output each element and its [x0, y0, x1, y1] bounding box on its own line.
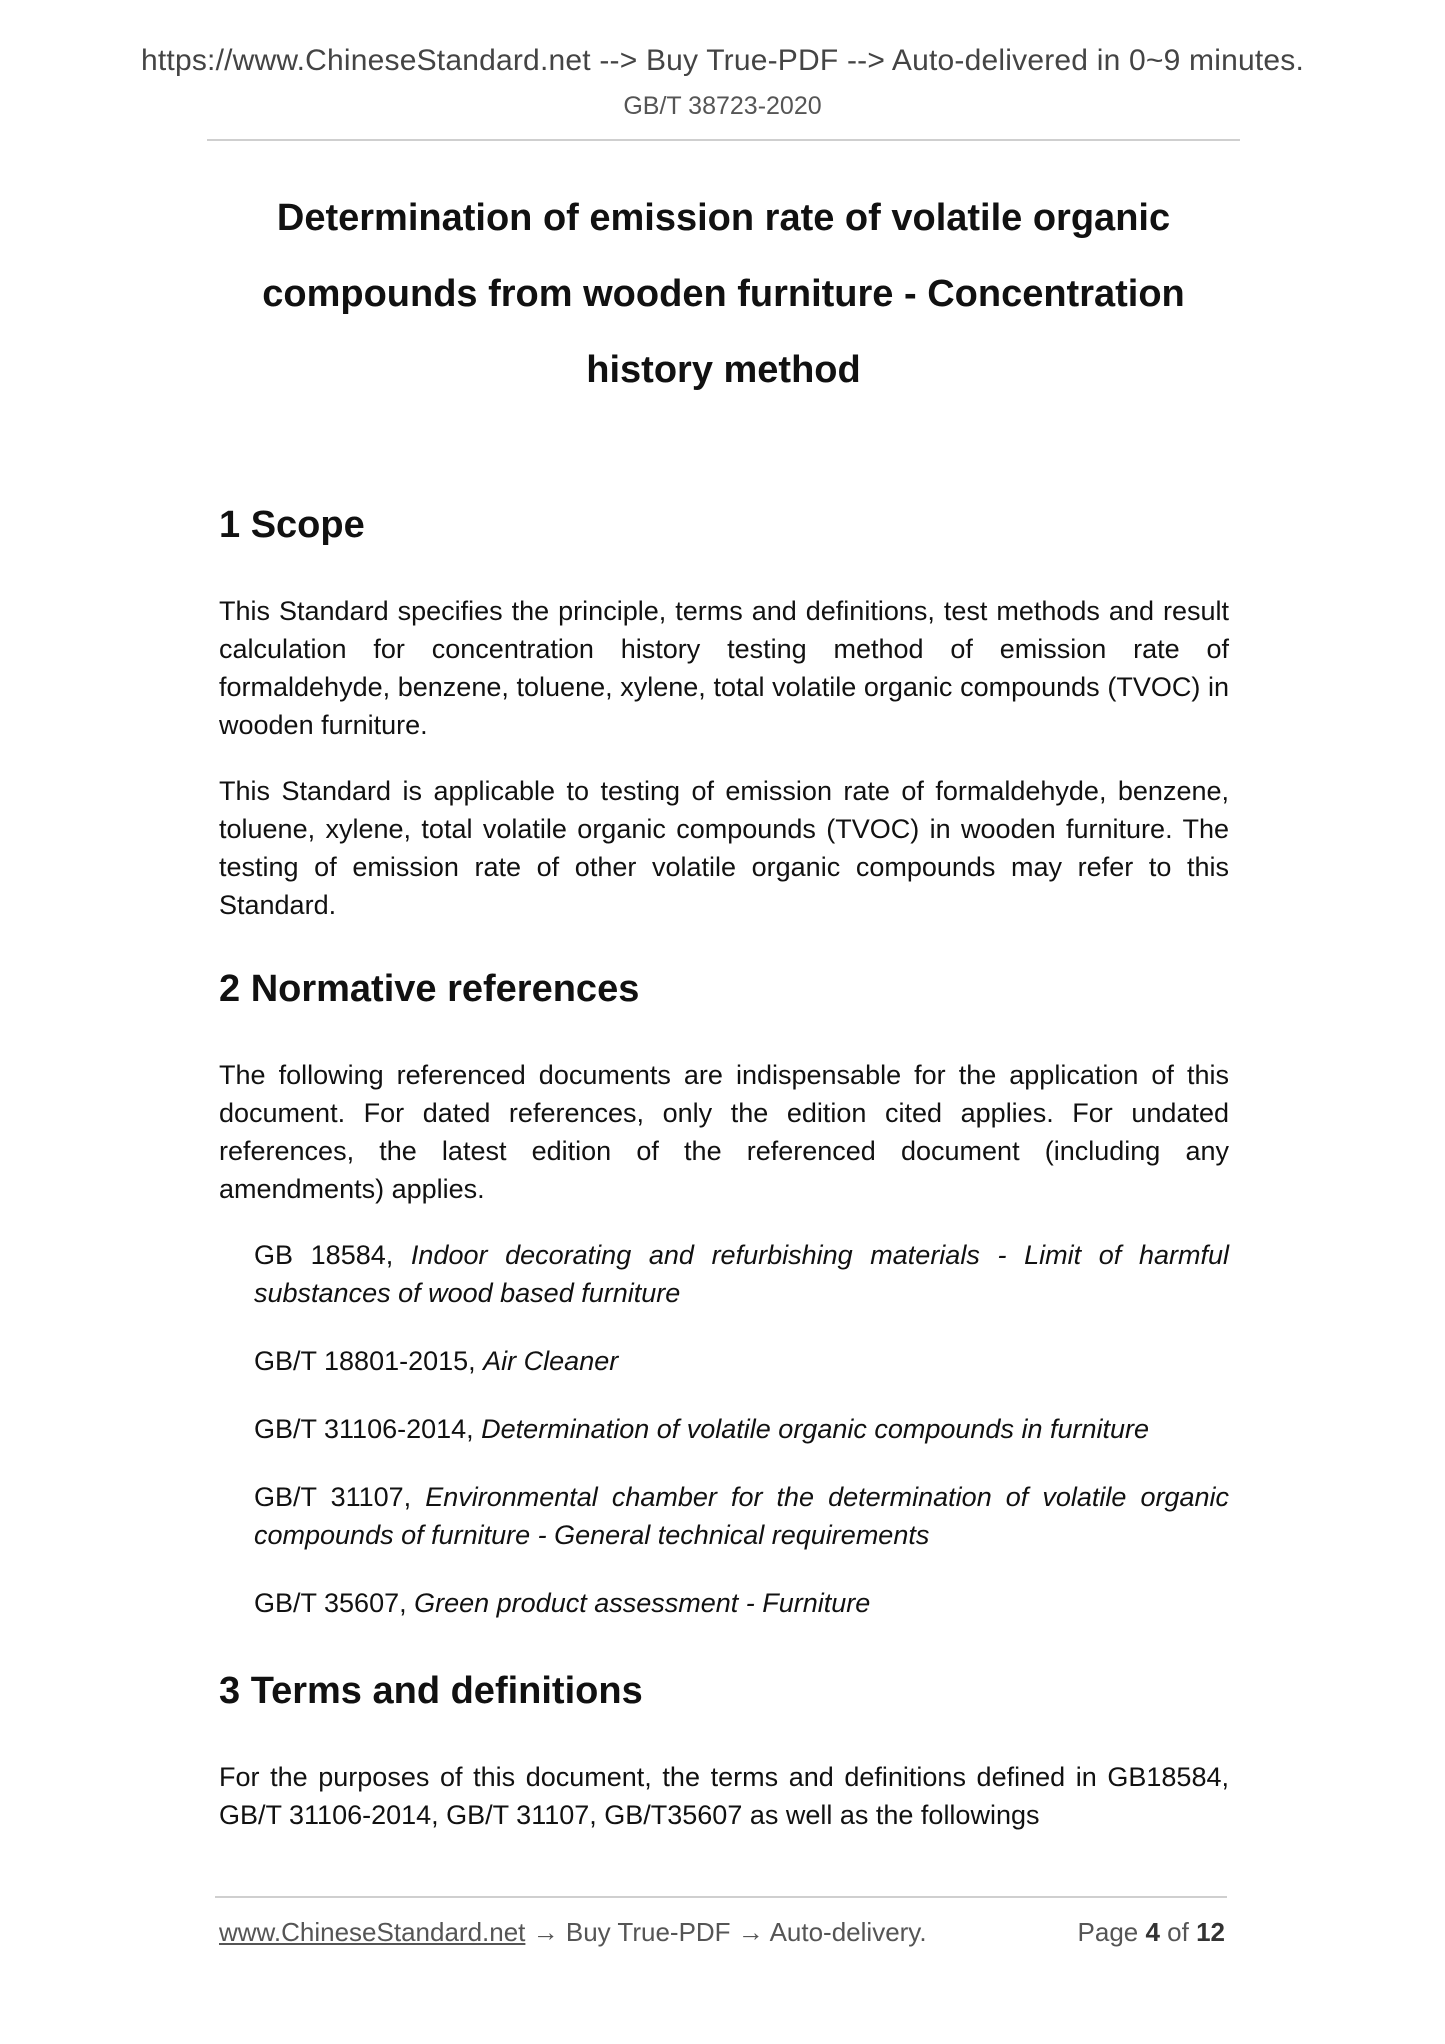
title-line-1: Determination of emission rate of volatile organic [276, 197, 1171, 239]
of-label: of [1159, 1917, 1197, 1947]
normative-paragraph: The following referenced documents are indispensable for the application of this document. For dated references, only the edition cited applies. For undated references, the latest edition of the referenced document (including any amendments) applies. [219, 1060, 1229, 1204]
standard-number: GB/T 38723-2020 [623, 92, 822, 120]
reference-code: GB/T 35607, [254, 1588, 415, 1618]
reference-code: GB/T 18801-2015, [254, 1346, 484, 1376]
section-heading-terms-and-definitions: 3 Terms and definitions [219, 1670, 643, 1712]
page-label: Page [1077, 1917, 1146, 1947]
header-divider [207, 139, 1240, 141]
reference-title: Indoor decorating and refurbishing materials - Limit of harmful substances of wood based furniture [254, 1240, 1229, 1308]
reference-list [254, 1236, 1229, 1622]
footer-website-link[interactable]: www.ChineseStandard.net [219, 1917, 526, 1947]
scope-paragraph-2: This Standard is applicable to testing of emission rate of formaldehyde, benzene, toluene, xylene, total volatile organic compounds (TVOC) in wooden furniture. The testing of emission rate of other volatile organic compounds may refer to this Standard. [219, 776, 1229, 920]
reference-code: GB/T 31107, [254, 1482, 426, 1512]
section-heading-normative-references: 2 Normative references [219, 968, 640, 1010]
section-heading-scope: 1 Scope [219, 504, 365, 546]
reference-code: GB/T 31106-2014, [254, 1414, 482, 1444]
terms-paragraph: For the purposes of this document, the terms and definitions defined in GB18584, GB/T 31106-2014, GB/T 31107, GB/T35607 as well as the followings [219, 1762, 1229, 1830]
title-line-2: compounds from wooden furniture - Concentration [262, 273, 1185, 315]
scope-paragraph-1: This Standard specifies the principle, terms and definitions, test methods and result calculation for concentration history testing method of emission rate of formaldehyde, benzene, toluene, xylene, total volatile organic compounds (TVOC) in wooden furniture. [219, 596, 1229, 740]
document-title [207, 180, 1240, 408]
main-content [219, 500, 1229, 1834]
current-page-number: 4 [1145, 1917, 1160, 1947]
reference-title: Air Cleaner [483, 1346, 619, 1376]
header-banner: https://www.ChineseStandard.net --> Buy True-PDF --> Auto-delivered in 0~9 minutes. [141, 44, 1304, 77]
reference-item [254, 1410, 1229, 1448]
reference-title: Environmental chamber for the determination of volatile organic compounds of furniture - General technical requirements [254, 1482, 1229, 1550]
footer-promo-text: → Buy True-PDF → Auto-delivery. [525, 1917, 927, 1947]
page-indicator [1078, 1917, 1225, 1948]
reference-title: Green product assessment - Furniture [414, 1588, 871, 1618]
reference-item [254, 1584, 1229, 1622]
total-page-number: 12 [1196, 1917, 1225, 1947]
reference-code: GB 18584, [254, 1240, 411, 1270]
footer-divider [215, 1896, 1227, 1898]
reference-item [254, 1342, 1229, 1380]
reference-item [254, 1236, 1229, 1312]
title-line-3: history method [586, 349, 861, 391]
footer-promo [219, 1917, 927, 1948]
reference-title: Determination of volatile organic compounds in furniture [481, 1414, 1150, 1444]
reference-item [254, 1478, 1229, 1554]
